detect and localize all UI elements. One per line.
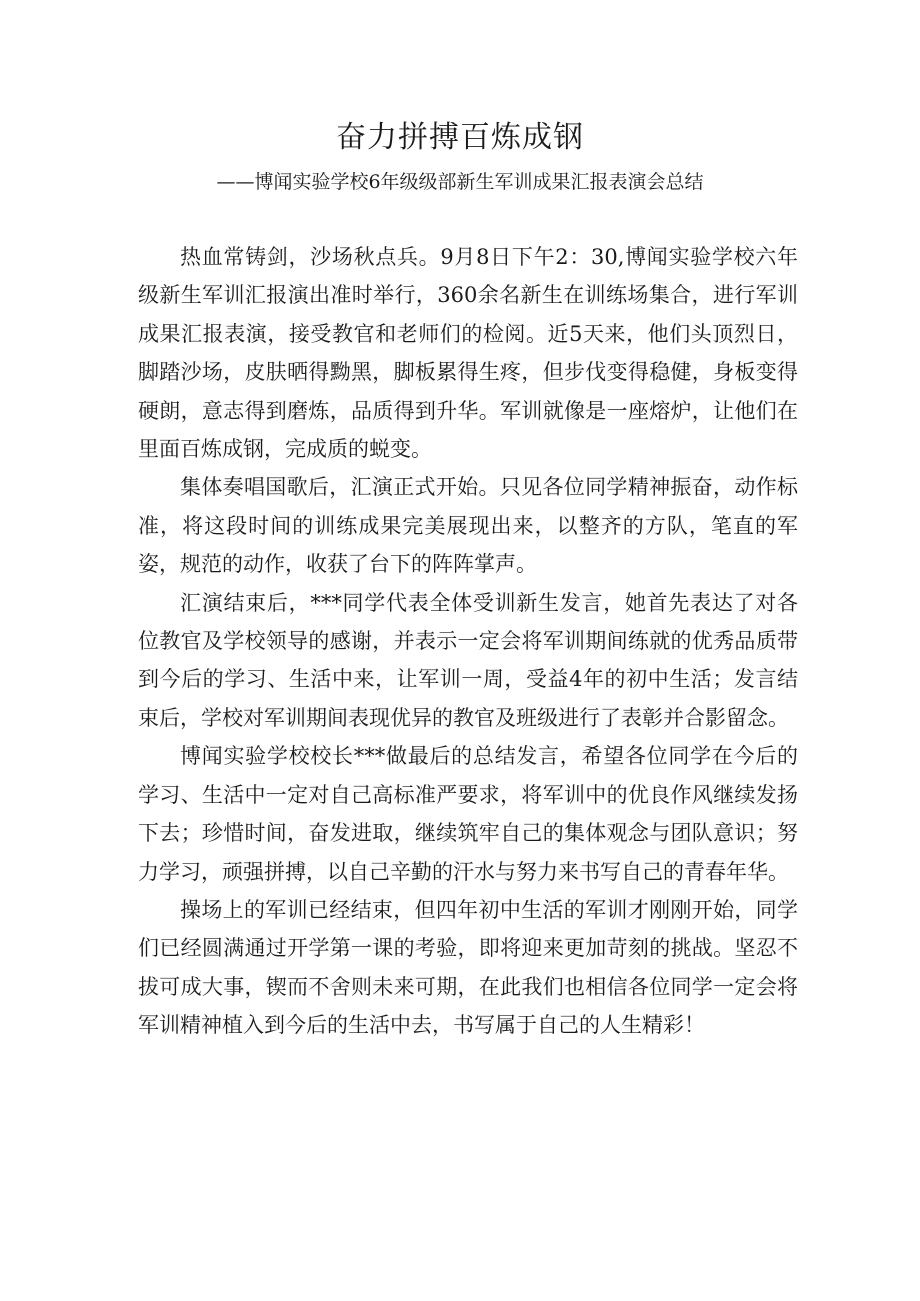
paragraph-2: 集体奏唱国歌后，汇演正式开始。只见各位同学精神振奋，动作标准，将这段时间的训练成果完美展现出来，以整齐的方队，笔直的军姿，规范的动作，收获了台下的阵阵掌声。 — [138, 475, 798, 577]
paragraph-3: 汇演结束后，***同学代表全体受训新生发言，她首先表达了对各位教官及学校领导的感谢，并表示一定会将军训期间练就的优秀品质带到今后的学习、生活中来，让军训一周，受益4年的初中生活；发言结束后，学校对军训期间表现优异的教官及班级进行了表彰并合影留念。 — [138, 590, 798, 730]
paragraph-4: 博闻实验学校校长***做最后的总结发言，希望各位同学在今后的学习、生活中一定对自己高标准严要求，将军训中的优良作风继续发扬下去；珍惜时间，奋发进取，继续筑牢自己的集体观念与团队意识；努力学习，顽强拼搏，以自己辛勤的汗水与努力来书写自己的青春年华。 — [138, 744, 798, 884]
document-subtitle: ——博闻实验学校6年级级部新生军训成果汇报表演会总结 — [216, 171, 704, 193]
document-title: 奋力拼搏百炼成钢 — [336, 120, 584, 155]
paragraph-1: 热血常铸剑，沙场秋点兵。9月8日下午2：30,博闻实验学校六年级新生军训汇报演出准时举行，360余名新生在训练场集合，进行军训成果汇报表演，接受教官和老师们的检阅。近5天来，他们头顶烈日，脚踏沙场，皮肤晒得黝黑，脚板累得生疼，但步伐变得稳健，身板变得硬朗，意志得到磨炼，品质得到升华。军训就像是一座熔炉，让他们在里面百炼成钢，完成质的蜕变。 — [138, 245, 798, 462]
document-body — [138, 238, 798, 1045]
paragraph-5: 操场上的军训已经结束，但四年初中生活的军训才刚刚开始，同学们已经圆满通过开学第一课的考验，即将迎来更加苛刻的挑战。坚忍不拔可成大事，锲而不舍则未来可期，在此我们也相信各位同学一定会将军训精神植入到今后的生活中去，书写属于自己的人生精彩！ — [138, 897, 798, 1038]
